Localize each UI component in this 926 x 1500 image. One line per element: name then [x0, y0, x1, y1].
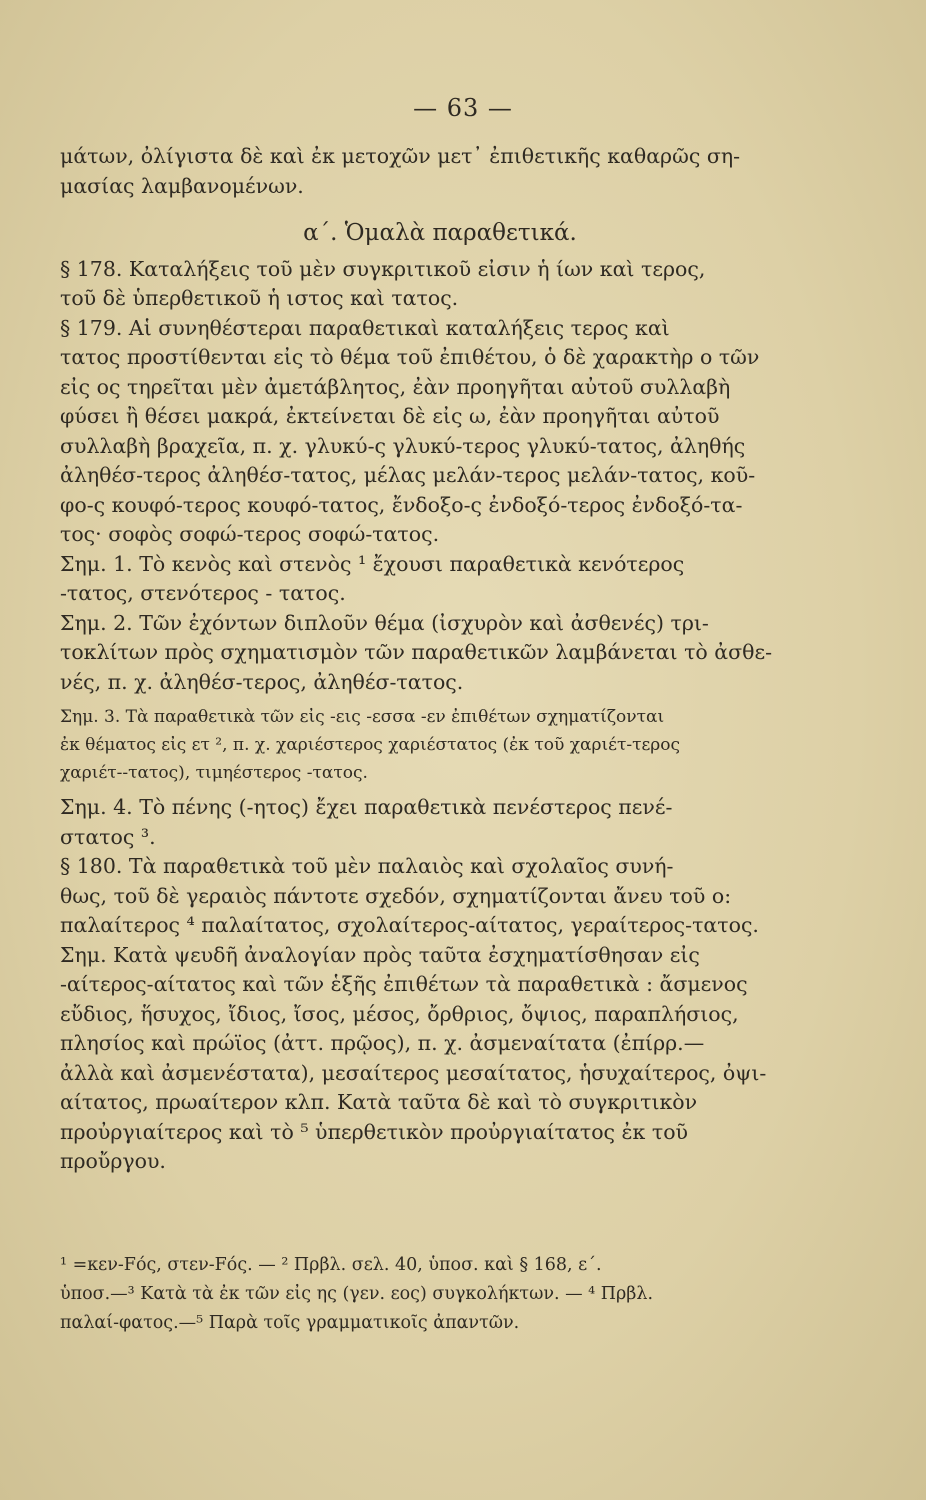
- text-line: § 178. Καταλήξεις τοῦ μὲν συγκριτικοῦ εἰσιν ἡ ίων καὶ τερος,: [60, 256, 706, 281]
- text-line: πλησίος καὶ πρώϊος (ἀττ. πρῷος), π. χ. ἀσμεναίτατα (ἐπίρρ.—: [60, 1031, 705, 1055]
- text-line: συλλαβὴ βραχεῖα, π. χ. γλυκύ-ς γλυκύ-τερος γλυκύ-τατος, ἀληθής: [60, 433, 746, 458]
- section-heading: α΄. Ὁμαλὰ παραθετικά.: [303, 220, 577, 246]
- text-line: τος· σοφὸς σοφώ-τερος σοφώ-τατος.: [60, 522, 440, 546]
- text-line: § 180. Τὰ παραθετικὰ τοῦ μὲν παλαιὸς καὶ σχολαῖος συνή-: [60, 854, 674, 878]
- text-line: μάτων, ὀλίγιστα δὲ καὶ ἐκ μετοχῶν μετ᾽ ἐπιθετικῆς καθαρῶς ση-: [60, 144, 741, 168]
- note-line: χαριέτ--τατος), τιμηέστερος -τατος.: [60, 763, 368, 783]
- text-line: ἀληθέσ-τερος ἀληθέσ-τατος, μέλας μελάν-τερος μελάν-τατος, κοῦ-: [60, 463, 756, 487]
- text-line: τατος προστίθενται εἰς τὸ θέμα τοῦ ἐπιθέτου, ὁ δὲ χαρακτὴρ ο τῶν: [60, 345, 760, 369]
- text-line: στατος ³.: [60, 824, 156, 849]
- text-line: θως, τοῦ δὲ γεραιὸς πάντοτε σχεδόν, σχηματίζονται ἄνευ τοῦ ο:: [60, 883, 732, 908]
- text-line: φο-ς κουφό-τερος κουφό-τατος, ἔνδοξο-ς ἐνδοξό-τερος ἐνδοξό-τα-: [60, 492, 743, 517]
- text-line: φύσει ἢ θέσει μακρά, ἐκτείνεται δὲ εἰς ω, ἐὰν προηγῆται αὐτοῦ: [60, 404, 720, 428]
- footnotes: [60, 1251, 800, 1338]
- text-line: παλαίτερος ⁴ παλαίτατος, σχολαίτερος-αίτατος, γεραίτερος-τατος.: [60, 913, 759, 937]
- text-line: εὔδιος, ἥσυχος, ἴδιος, ἴσος, μέσος, ὄρθριος, ὄψιος, παραπλήσιος,: [60, 1001, 739, 1026]
- text-line: προὐργιαίτερος καὶ τὸ ⁵ ὑπερθετικὸν προὐργιαίτατος ἐκ τοῦ: [60, 1119, 689, 1144]
- note-line: ἐκ θέματος εἰς ετ ², π. χ. χαριέστερος χαριέστατος (ἐκ τοῦ χαριέτ-τερος: [60, 735, 681, 755]
- text-line: τοῦ δὲ ὑπερθετικοῦ ἡ ιστος καὶ τατος.: [60, 286, 459, 310]
- text-line: § 179. Αἱ συνηθέστεραι παραθετικαὶ καταλήξεις τερος καὶ: [60, 315, 670, 340]
- text-line: Σημ. 2. Τῶν ἐχόντων διπλοῦν θέμα (ἰσχυρὸν καὶ ἀσθενές) τρι-: [60, 610, 709, 635]
- text-line: Σημ. 1. Τὸ κενὸς καὶ στενὸς ¹ ἔχουσι παραθετικὰ κενότερος: [60, 551, 685, 576]
- footnote-line: παλαί-φατος.—⁵ Παρὰ τοῖς γραμματικοῖς ἀπαντῶν.: [60, 1312, 520, 1333]
- body-text: [60, 142, 800, 1338]
- page-number: — 63 —: [413, 94, 513, 122]
- text-line: αίτατος, πρωαίτερον κλπ. Κατὰ ταῦτα δὲ καὶ τὸ συγκριτικὸν: [60, 1090, 698, 1114]
- text-line: -αίτερος-αίτατος καὶ τῶν ἑξῆς ἐπιθέτων τὰ παραθετικὰ : ἄσμενος: [60, 972, 748, 996]
- text-line: ἀλλὰ καὶ ἀσμενέστατα), μεσαίτερος μεσαίτατος, ἡσυχαίτερος, ὀψι-: [60, 1060, 767, 1085]
- text-line: Σημ. 4. Τὸ πένης (-ητος) ἔχει παραθετικὰ πενέστερος πενέ-: [60, 795, 673, 819]
- note-line: Σημ. 3. Τὰ παραθετικὰ τῶν εἰς -εις -εσσα -εν ἐπιθέτων σχηματίζονται: [60, 707, 665, 727]
- text-line: -τατος, στενότερος - τατος.: [60, 581, 346, 605]
- footnote-line: ¹ =κεν-Fός, στεν-Fός. — ² Πρβλ. σελ. 40, ὑποσ. καὶ § 168, ε΄.: [60, 1254, 602, 1275]
- footnote-line: ὑποσ.—³ Κατὰ τὰ ἐκ τῶν εἰς ης (γεν. εος) συγκολήκτων. — ⁴ Πρβλ.: [60, 1283, 654, 1304]
- text-line: προὔργου.: [60, 1149, 166, 1173]
- text-line: εἰς ος τηρεῖται μὲν ἀμετάβλητος, ἐὰν προηγῆται αὐτοῦ συλλαβὴ: [60, 374, 731, 399]
- text-line: μασίας λαμβανομένων.: [60, 173, 304, 198]
- text-line: τοκλίτων πρὸς σχηματισμὸν τῶν παραθετικῶν λαμβάνεται τὸ ἀσθε-: [60, 640, 773, 664]
- text-line: Σημ. Κατὰ ψευδῆ ἀναλογίαν πρὸς ταῦτα ἐσχηματίσθησαν εἰς: [60, 942, 700, 967]
- text-line: νές, π. χ. ἀληθέσ-τερος, ἀληθέσ-τατος.: [60, 669, 464, 694]
